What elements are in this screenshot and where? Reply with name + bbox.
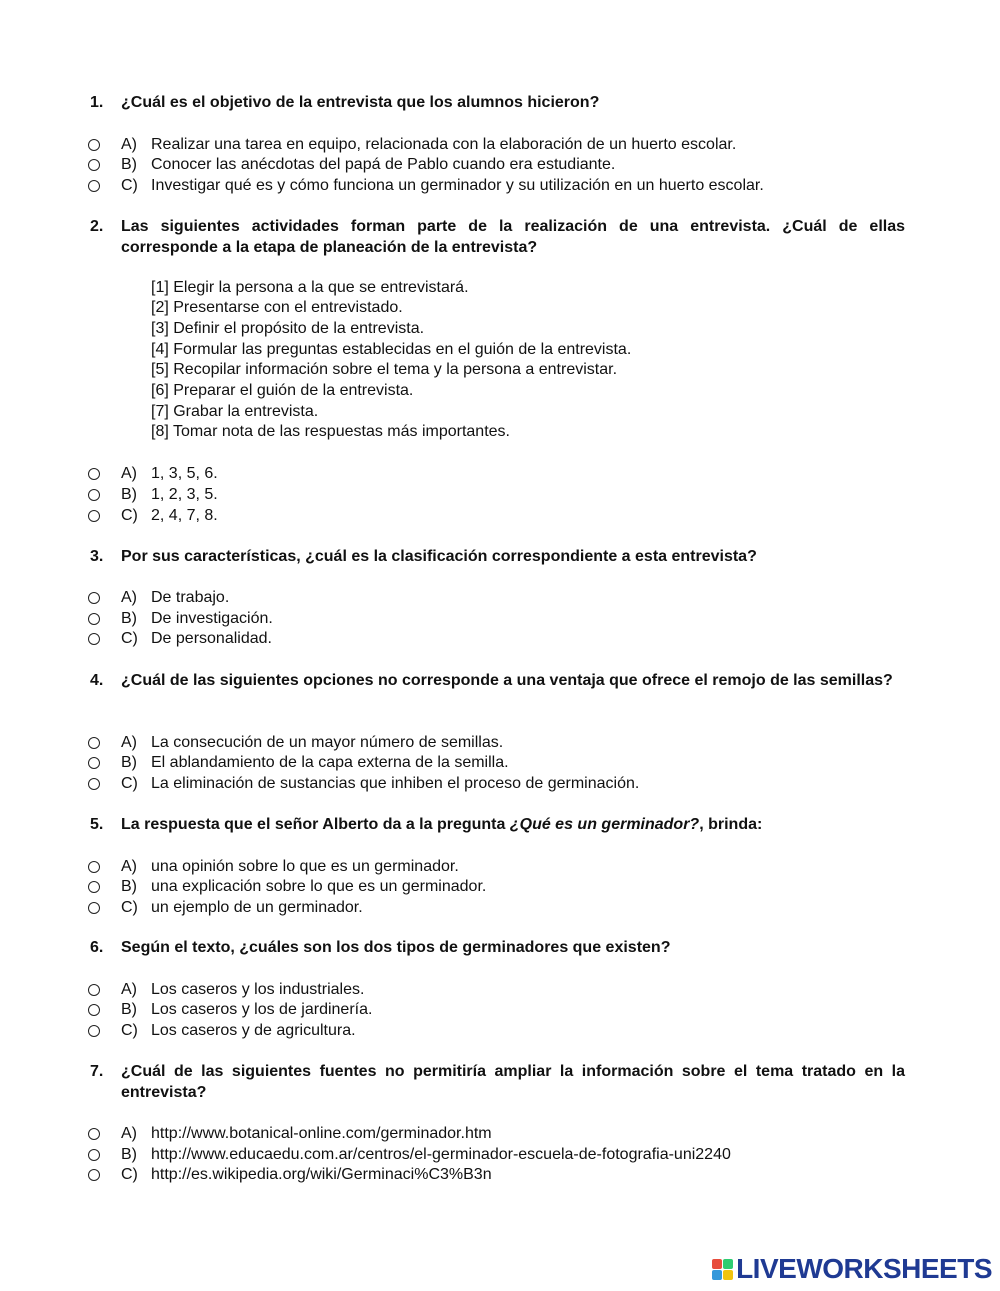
option-text: un ejemplo de un germinador. xyxy=(151,899,363,916)
list-item: [8] Tomar nota de las respuestas más importantes. xyxy=(151,423,510,440)
question-text: ¿Cuál de las siguientes opciones no corresponde a una ventaja que ofrece el remojo de las semillas? xyxy=(121,672,893,689)
liveworksheets-logo xyxy=(712,1254,992,1284)
option-letter: C) xyxy=(121,630,138,647)
question-text: ¿Cuál es el objetivo de la entrevista que los alumnos hicieron? xyxy=(121,94,600,111)
option-text: De personalidad. xyxy=(151,630,272,647)
option-5b[interactable] xyxy=(88,876,486,897)
option-text: 1, 3, 5, 6. xyxy=(151,465,218,482)
question-text-part: , brinda: xyxy=(699,816,763,833)
list-item: [1] Elegir la persona a la que se entrevistará. xyxy=(151,279,469,296)
question-text: Las siguientes actividades forman parte de la realización de una entrevista. ¿Cuál de ellas corresponde a la etapa de planeación de la entrevista? xyxy=(121,218,905,256)
question-number: 6. xyxy=(90,939,104,956)
option-letter: A) xyxy=(121,981,137,998)
option-5a[interactable] xyxy=(88,856,459,877)
option-letter: A) xyxy=(121,1125,137,1142)
option-letter: C) xyxy=(121,899,138,916)
question-4 xyxy=(90,670,905,691)
option-letter: B) xyxy=(121,1146,137,1163)
question-number: 7. xyxy=(90,1063,104,1080)
option-text: La eliminación de sustancias que inhiben el proceso de germinación. xyxy=(151,775,640,792)
option-letter: A) xyxy=(121,136,137,153)
option-2a[interactable] xyxy=(88,463,218,484)
question-text: Por sus características, ¿cuál es la clasificación correspondiente a esta entrevista? xyxy=(121,548,757,565)
logo-mark-cell xyxy=(723,1270,733,1280)
option-text: 1, 2, 3, 5. xyxy=(151,486,218,503)
radio-button[interactable] xyxy=(88,984,100,996)
option-letter: B) xyxy=(121,1001,137,1018)
radio-button[interactable] xyxy=(88,778,100,790)
option-letter: A) xyxy=(121,589,137,606)
option-text: Conocer las anécdotas del papá de Pablo cuando era estudiante. xyxy=(151,156,616,173)
option-3a[interactable] xyxy=(88,587,229,608)
option-1a[interactable] xyxy=(88,134,736,155)
radio-button[interactable] xyxy=(88,489,100,501)
option-text: Los caseros y de agricultura. xyxy=(151,1022,356,1039)
question-text: Según el texto, ¿cuáles son los dos tipos de germinadores que existen? xyxy=(121,939,671,956)
option-4b[interactable] xyxy=(88,752,509,773)
radio-button[interactable] xyxy=(88,1169,100,1181)
option-text: 2, 4, 7, 8. xyxy=(151,507,218,524)
option-letter: B) xyxy=(121,610,137,627)
question-number: 5. xyxy=(90,816,104,833)
option-1c[interactable] xyxy=(88,175,764,196)
question-7 xyxy=(90,1061,905,1103)
option-letter: C) xyxy=(121,177,138,194)
question-text xyxy=(121,814,905,835)
option-text: Los caseros y los industriales. xyxy=(151,981,365,998)
question-number: 4. xyxy=(90,672,104,689)
option-7a[interactable] xyxy=(88,1123,492,1144)
radio-button[interactable] xyxy=(88,861,100,873)
option-text: Investigar qué es y cómo funciona un germinador y su utilización en un huerto escolar. xyxy=(151,177,764,194)
logo-mark-icon xyxy=(712,1259,733,1280)
logo-text: LIVEWORKSHEETS xyxy=(736,1253,992,1284)
question-text-part: La respuesta que el señor Alberto da a la pregunta xyxy=(121,816,510,833)
question-text-italic: ¿Qué es un germinador? xyxy=(509,816,700,833)
logo-mark-cell xyxy=(723,1259,733,1269)
option-letter: B) xyxy=(121,754,137,771)
list-item: [7] Grabar la entrevista. xyxy=(151,403,319,420)
radio-button[interactable] xyxy=(88,613,100,625)
option-4c[interactable] xyxy=(88,773,639,794)
radio-button[interactable] xyxy=(88,510,100,522)
question-1 xyxy=(90,92,905,113)
radio-button[interactable] xyxy=(88,1128,100,1140)
list-item: [4] Formular las preguntas establecidas en el guión de la entrevista. xyxy=(151,341,632,358)
option-text: una opinión sobre lo que es un germinador. xyxy=(151,858,459,875)
option-text: La consecución de un mayor número de semillas. xyxy=(151,734,504,751)
list-item: [5] Recopilar información sobre el tema y la persona a entrevistar. xyxy=(151,361,618,378)
radio-button[interactable] xyxy=(88,737,100,749)
option-text: De investigación. xyxy=(151,610,273,627)
option-text: De trabajo. xyxy=(151,589,230,606)
option-2c[interactable] xyxy=(88,505,218,526)
option-7b[interactable] xyxy=(88,1144,731,1165)
logo-mark-cell xyxy=(712,1259,722,1269)
option-text: http://www.educaedu.com.ar/centros/el-germinador-escuela-de-fotografia-uni2240 xyxy=(151,1146,731,1163)
question-number: 3. xyxy=(90,548,104,565)
option-3c[interactable] xyxy=(88,628,272,649)
logo-mark-cell xyxy=(712,1270,722,1280)
option-letter: B) xyxy=(121,878,137,895)
question-text: ¿Cuál de las siguientes fuentes no permitiría ampliar la información sobre el tema tratado en la entrevista? xyxy=(121,1063,905,1101)
option-letter: C) xyxy=(121,507,138,524)
radio-button[interactable] xyxy=(88,139,100,151)
list-item: [6] Preparar el guión de la entrevista. xyxy=(151,382,414,399)
option-text: El ablandamiento de la capa externa de la semilla. xyxy=(151,754,509,771)
radio-button[interactable] xyxy=(88,633,100,645)
option-5c[interactable] xyxy=(88,897,363,918)
option-1b[interactable] xyxy=(88,154,615,175)
question-2 xyxy=(90,216,905,258)
option-letter: A) xyxy=(121,858,137,875)
option-4a[interactable] xyxy=(88,732,503,753)
radio-button[interactable] xyxy=(88,1025,100,1037)
radio-button[interactable] xyxy=(88,757,100,769)
option-letter: A) xyxy=(121,734,137,751)
option-text: Realizar una tarea en equipo, relacionada con la elaboración de un huerto escolar. xyxy=(151,136,737,153)
radio-button[interactable] xyxy=(88,180,100,192)
option-letter: B) xyxy=(121,156,137,173)
radio-button[interactable] xyxy=(88,468,100,480)
question-number: 1. xyxy=(90,94,104,111)
option-7c[interactable] xyxy=(88,1164,492,1185)
option-letter: C) xyxy=(121,775,138,792)
option-text: http://es.wikipedia.org/wiki/Germinaci%C3%B3n xyxy=(151,1166,492,1183)
radio-button[interactable] xyxy=(88,1004,100,1016)
radio-button[interactable] xyxy=(88,592,100,604)
option-letter: A) xyxy=(121,465,137,482)
radio-button[interactable] xyxy=(88,881,100,893)
option-6b[interactable] xyxy=(88,999,372,1020)
option-letter: B) xyxy=(121,486,137,503)
list-item: [2] Presentarse con el entrevistado. xyxy=(151,299,403,316)
option-text: http://www.botanical-online.com/germinador.htm xyxy=(151,1125,492,1142)
question-3 xyxy=(90,546,905,567)
option-text: una explicación sobre lo que es un germinador. xyxy=(151,878,487,895)
option-6a[interactable] xyxy=(88,979,364,1000)
option-letter: C) xyxy=(121,1166,138,1183)
option-text: Los caseros y los de jardinería. xyxy=(151,1001,373,1018)
option-2b[interactable] xyxy=(88,484,218,505)
option-3b[interactable] xyxy=(88,608,273,629)
question-5 xyxy=(90,814,905,835)
radio-button[interactable] xyxy=(88,1149,100,1161)
radio-button[interactable] xyxy=(88,159,100,171)
question-number: 2. xyxy=(90,218,104,235)
question-6 xyxy=(90,937,905,958)
radio-button[interactable] xyxy=(88,902,100,914)
option-letter: C) xyxy=(121,1022,138,1039)
option-6c[interactable] xyxy=(88,1020,356,1041)
list-item: [3] Definir el propósito de la entrevista. xyxy=(151,320,425,337)
